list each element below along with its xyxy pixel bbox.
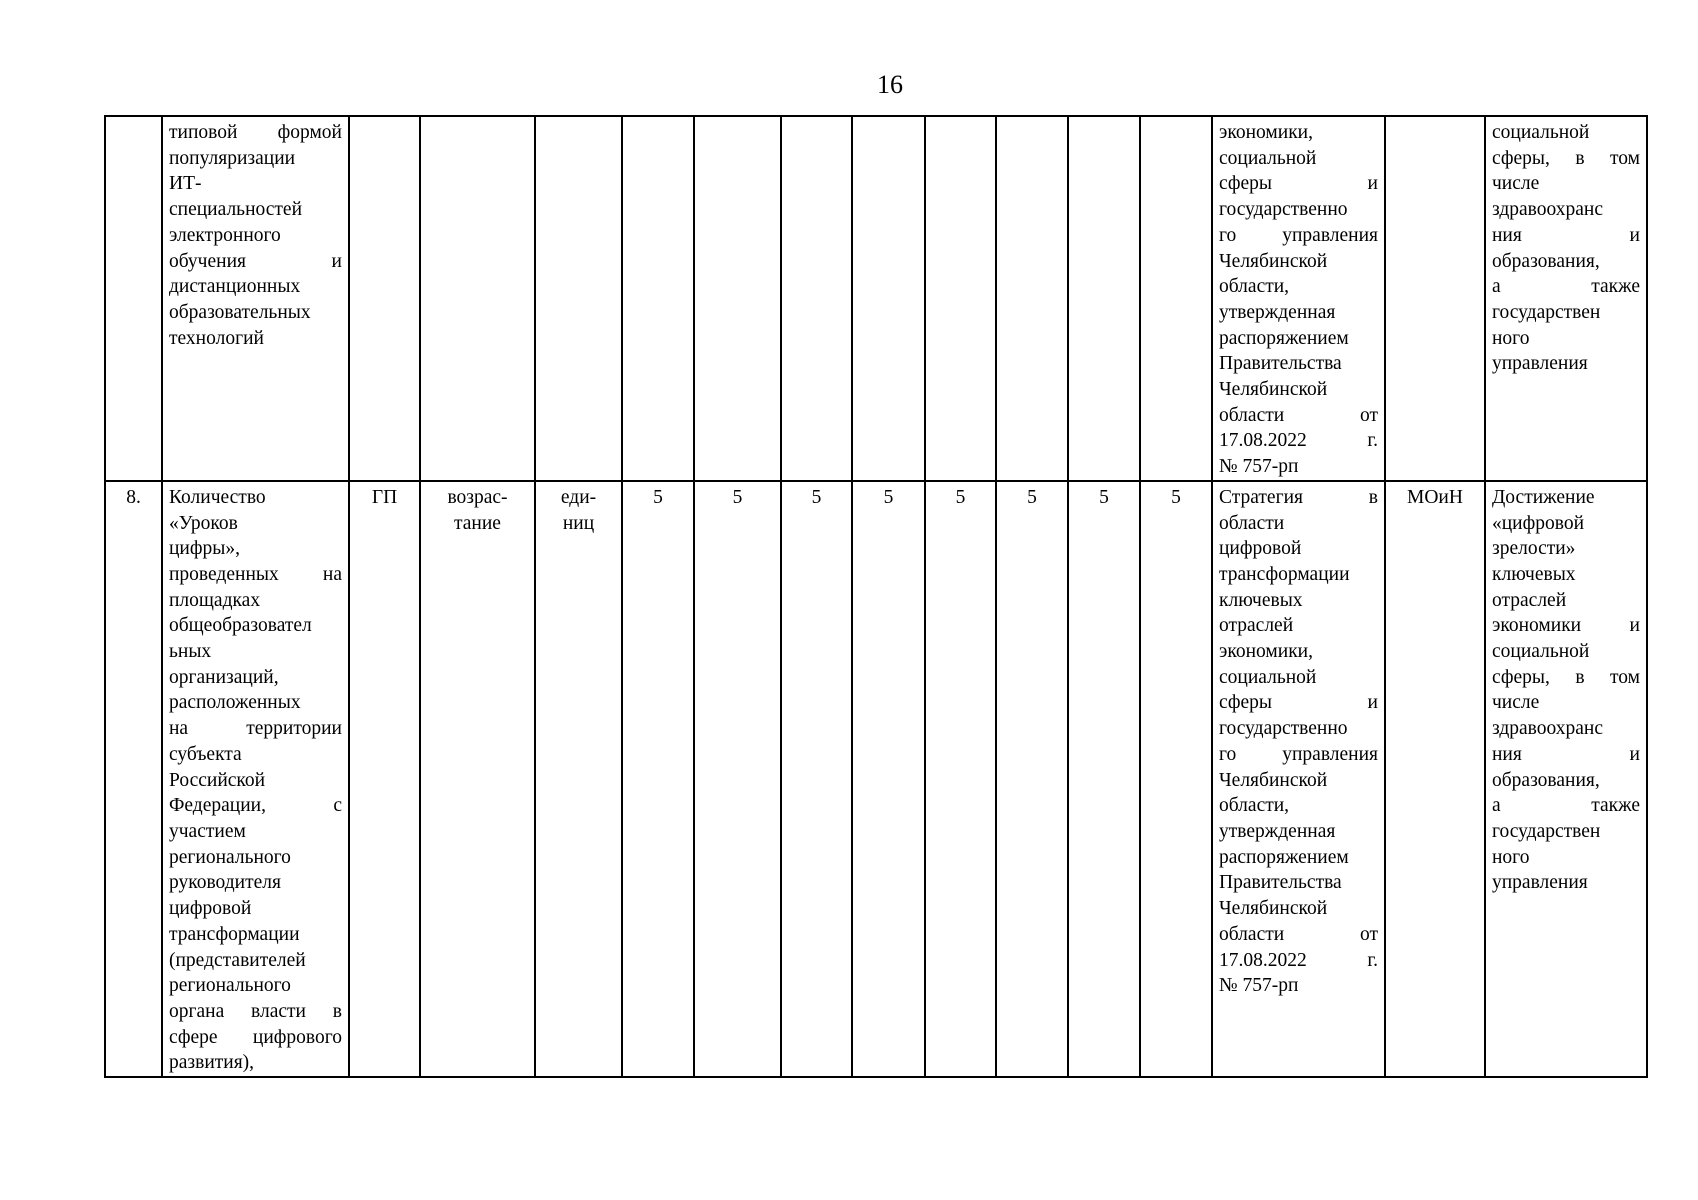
text-line: ния и [1492, 743, 1640, 765]
text-line: области [1219, 512, 1285, 534]
text-line: распоряжением [1219, 327, 1349, 349]
indicator-name-cell [162, 481, 349, 1077]
value-cell [781, 116, 852, 481]
text-line: популяризации [169, 147, 296, 169]
text-line: области, [1219, 795, 1290, 817]
document-cell [1212, 481, 1385, 1077]
value-cell [622, 116, 694, 481]
text-line: Стратегия в [1219, 486, 1378, 508]
text-line: «Уроков [169, 512, 238, 534]
responsible-cell [1385, 116, 1485, 481]
row-number-cell [105, 116, 162, 481]
value-cell [852, 116, 925, 481]
text-line: числе [1492, 692, 1540, 714]
text-line: специальностей [169, 199, 303, 221]
text-line: «цифровой [1492, 512, 1585, 534]
text-line: экономики, [1219, 641, 1313, 663]
text-line: а также [1492, 795, 1640, 817]
direction-cell [420, 116, 535, 481]
text-line: регионального [169, 846, 291, 868]
value-cell: 5 [622, 481, 694, 1077]
text-line: экономики и [1492, 615, 1640, 637]
text-line: № 757-рп [1219, 975, 1299, 997]
text-line: ния и [1492, 224, 1640, 246]
text-line: электронного [169, 224, 281, 246]
text-line: расположенных [169, 692, 301, 714]
value-cell: 5 [925, 481, 996, 1077]
text-line: го управления [1219, 743, 1378, 765]
text-line: руководителя [169, 872, 281, 894]
text-line: (представителей [169, 949, 306, 971]
text-line: управления [1492, 353, 1588, 375]
text-line: субъекта [169, 743, 242, 765]
value-cell: 5 [1068, 481, 1140, 1077]
text-line: государствен [1492, 301, 1601, 323]
value-cell [1140, 116, 1212, 481]
value-cell: 5 [1140, 481, 1212, 1077]
text-line: управления [1492, 872, 1588, 894]
unit-cell [535, 116, 622, 481]
text-line: области от [1219, 404, 1378, 426]
unit-cell [535, 481, 622, 1077]
text-line: социальной [1492, 641, 1590, 663]
text-line: области от [1219, 923, 1378, 945]
text-line: утвержденная [1219, 820, 1336, 842]
goal-cell [1485, 116, 1647, 481]
table-row [105, 116, 1647, 481]
text-line: типовой формой [169, 122, 342, 143]
text-line: ного [1492, 327, 1530, 349]
text-line: площадках [169, 589, 261, 611]
document-cell [1212, 116, 1385, 481]
direction-cell [420, 481, 535, 1077]
text-line: Челябинской [1219, 769, 1328, 791]
text-line: отраслей [1492, 589, 1567, 611]
text-line: образования, [1492, 250, 1600, 272]
text-line: экономики, [1219, 122, 1313, 143]
text-line: распоряжением [1219, 846, 1349, 868]
page-number: 16 [877, 70, 903, 99]
text-line: ниц [562, 512, 595, 534]
text-line: государствен [1492, 820, 1601, 842]
text-line: технологий [169, 327, 264, 349]
text-line: а также [1492, 276, 1640, 298]
text-line: Челябинской [1219, 898, 1328, 920]
text-line: Правительства [1219, 353, 1342, 375]
text-line: образовательных [169, 301, 311, 323]
text-line: развития), [169, 1052, 255, 1074]
text-line: цифры», [169, 538, 240, 560]
text-line: ного [1492, 846, 1530, 868]
text-line: участием [169, 820, 246, 842]
text-line: органа власти в [169, 1000, 342, 1022]
value-cell: 5 [694, 481, 781, 1077]
text-line: возрас- [447, 486, 508, 508]
text-line: общеобразовател [169, 615, 312, 637]
text-line: ьных [169, 641, 212, 663]
value-cell: 5 [852, 481, 925, 1077]
indicator-type-cell: ГП [349, 481, 420, 1077]
text-line: на территории [169, 718, 342, 740]
text-line: сферы и [1219, 173, 1378, 195]
text-line: организаций, [169, 666, 279, 688]
value-cell [694, 116, 781, 481]
text-line: области, [1219, 276, 1290, 298]
text-line: обучения и [169, 250, 342, 272]
text-line: проведенных на [169, 563, 342, 585]
text-line: социальной [1219, 666, 1317, 688]
text-line: государственно [1219, 199, 1348, 221]
text-line: цифровой [1219, 538, 1302, 560]
value-cell [996, 116, 1068, 481]
text-line: Челябинской [1219, 379, 1328, 401]
text-line: ключевых [1492, 563, 1576, 585]
text-line: Правительства [1219, 872, 1342, 894]
text-line: зрелости» [1492, 538, 1576, 560]
text-line: здравоохранс [1492, 199, 1604, 221]
text-line: регионального [169, 975, 291, 997]
indicators-table [104, 115, 1648, 1078]
text-line: сфере цифрового [169, 1026, 342, 1048]
text-line: образования, [1492, 769, 1600, 791]
text-line: № 757-рп [1219, 456, 1299, 478]
text-line: сферы, в том [1492, 666, 1640, 688]
text-line: социальной [1219, 147, 1317, 169]
value-cell [925, 116, 996, 481]
text-line: Достижение [1492, 486, 1595, 508]
text-line: сферы, в том [1492, 147, 1640, 169]
text-line: цифровой [169, 898, 252, 920]
text-line: ключевых [1219, 589, 1303, 611]
table-row [105, 481, 1647, 1077]
text-line: отраслей [1219, 615, 1294, 637]
indicator-type-cell [349, 116, 420, 481]
text-line: дистанционных [169, 276, 301, 298]
text-line: еди- [560, 486, 597, 508]
text-line: числе [1492, 173, 1540, 195]
text-line: Российской [169, 769, 266, 791]
text-line: сферы и [1219, 692, 1378, 714]
text-line: социальной [1492, 122, 1590, 143]
responsible-cell: МОиН [1385, 481, 1485, 1077]
text-line: тание [454, 512, 501, 534]
text-line: трансформации [1219, 563, 1350, 585]
text-line: здравоохранс [1492, 718, 1604, 740]
text-line: Челябинской [1219, 250, 1328, 272]
value-cell: 5 [781, 481, 852, 1077]
value-cell [1068, 116, 1140, 481]
text-line: утвержденная [1219, 301, 1336, 323]
text-line: 17.08.2022 г. [1219, 430, 1378, 452]
value-cell: 5 [996, 481, 1068, 1077]
text-line: Количество [169, 486, 266, 508]
text-line: 17.08.2022 г. [1219, 949, 1378, 971]
row-number-cell: 8. [105, 481, 162, 1077]
text-line: государственно [1219, 718, 1348, 740]
text-line: трансформации [169, 923, 300, 945]
goal-cell [1485, 481, 1647, 1077]
text-line: го управления [1219, 224, 1378, 246]
indicator-name-cell [162, 116, 349, 481]
text-line: Федерации, с [169, 795, 342, 817]
text-line: ИТ- [169, 173, 202, 195]
